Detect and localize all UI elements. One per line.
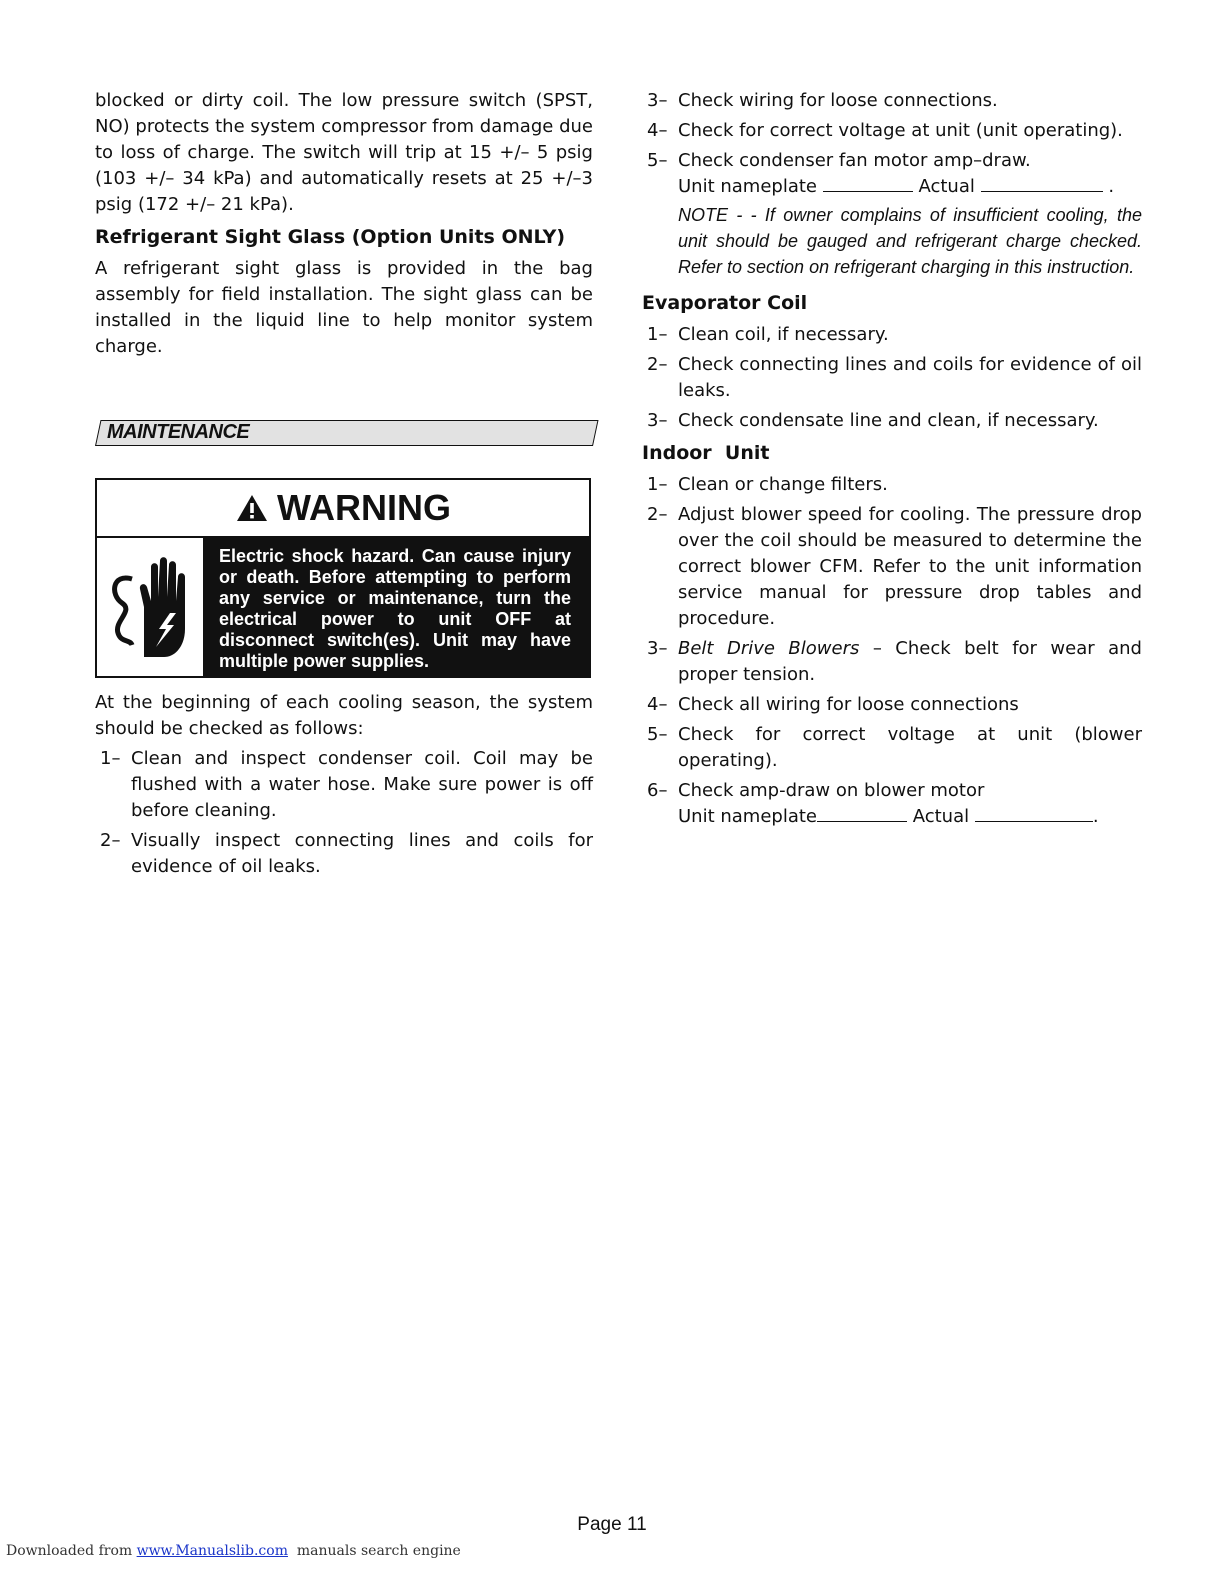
actual-label: Actual [912,806,970,827]
item-number: 1– [647,474,668,495]
item-number: 5– [647,150,668,171]
nameplate-blank [823,177,913,192]
warning-icon-cell [97,538,203,678]
indoor-unit-heading: Indoor Unit [642,442,770,464]
item-number: 4– [647,694,668,715]
list-item [642,148,1142,174]
season-intro: At the beginning of each cooling season, the system should be checked as follows: [95,692,593,739]
item-number: 1– [100,748,121,769]
item-text: Check for correct voltage at unit (blower operating). [678,724,1142,771]
actual-blank [981,177,1103,192]
list-item [95,746,593,824]
maintenance-section-bar [95,420,593,446]
page-number: Page 11 [577,1514,647,1535]
list-item [642,502,1142,632]
warning-box [95,478,591,678]
item-text: Visually inspect connecting lines and coils for evidence of oil leaks. [131,830,593,877]
item-text: Adjust blower speed for cooling. The pressure drop over the coil should be measured to determine the correct blower CFM. Refer to the unit information service manual for pressure drop tables and procedure. [678,504,1142,629]
item-text: Check wiring for loose connections. [678,90,998,111]
list-item [642,352,1142,404]
item-number: 5– [647,724,668,745]
list-item [642,88,1142,114]
item-text: Check condensate line and clean, if necessary. [678,410,1099,431]
warning-triangle-icon [235,493,269,523]
warning-title: WARNING [277,487,451,528]
warning-header [97,480,589,538]
nameplate-label: Unit nameplate [678,806,817,827]
download-footer [6,1543,461,1559]
item-number: 3– [647,90,668,111]
item-text: Check condenser fan motor amp–draw. [678,150,1031,171]
item-text: Clean coil, if necessary. [678,324,889,345]
list-item [642,722,1142,774]
sight-glass-heading: Refrigerant Sight Glass (Option Units ONLY) [95,226,566,248]
list-item [642,472,1142,498]
left-column [95,88,593,884]
actual-blank [975,807,1093,822]
item-text: Clean and inspect condenser coil. Coil may be flushed with a water hose. Make sure power is off before cleaning. [131,748,593,821]
list-item [642,778,1142,804]
warning-body [97,538,589,678]
note-text: NOTE - - If owner complains of insufficient cooling, the unit should be gauged and refrigerant charge checked. Refer to section on refrigerant charging in this instruction. [678,205,1142,277]
sight-glass-paragraph: A refrigerant sight glass is provided in the bag assembly for field installation. The sight glass can be installed in the liquid line to help monitor system charge. [95,258,593,357]
warning-text: Electric shock hazard. Can cause injury or death. Before attempting to perform any service or maintenance, turn the electrical power to unit OFF at disconnect switch(es). Unit may have multiple power supplies. [203,538,589,678]
manualslib-link[interactable]: www.Manualslib.com [136,1543,288,1559]
belt-drive-label: Belt Drive Blowers [678,638,860,659]
item-number: 3– [647,410,668,431]
electric-shock-hand-icon [104,549,196,667]
item-number: 3– [647,638,668,659]
item-text: Check amp-draw on blower motor [678,780,985,801]
belt-drive-text: – Check belt for wear and proper tension. [678,638,1142,685]
item-text [678,636,1142,688]
footer-prefix: Downloaded from [6,1543,137,1559]
item-number: 6– [647,780,668,801]
nameplate-blank [817,807,907,822]
item-number: 2– [100,830,121,851]
footer-suffix: manuals search engine [287,1543,461,1559]
actual-label: Actual [918,176,975,197]
list-item [642,636,1142,688]
evaporator-heading: Evaporator Coil [642,292,808,314]
nameplate-line: Unit nameplate Actual . [678,176,1115,197]
nameplate-line-2: Unit nameplate Actual . [678,806,1099,827]
intro-paragraph: blocked or dirty coil. The low pressure switch (SPST, NO) protects the system compressor from damage due to loss of charge. The switch will trip at 15 +/– 5 psig (103 +/– 34 kPa) and automatically resets at 25 +/–3 psig (172 +/– 21 kPa). [95,90,593,215]
item-text: Clean or change filters. [678,474,888,495]
item-number: 4– [647,120,668,141]
maintenance-label: MAINTENANCE [107,421,250,443]
item-number: 2– [647,354,668,375]
item-text: Check connecting lines and coils for evidence of oil leaks. [678,354,1142,401]
list-item [642,118,1142,144]
list-item [642,692,1142,718]
item-number: 1– [647,324,668,345]
right-column [642,88,1142,830]
list-item [642,322,1142,348]
list-item [642,408,1142,434]
item-number: 2– [647,504,668,525]
nameplate-label: Unit nameplate [678,176,817,197]
item-text: Check all wiring for loose connections [678,694,1019,715]
list-item [95,828,593,880]
item-text: Check for correct voltage at unit (unit operating). [678,120,1123,141]
